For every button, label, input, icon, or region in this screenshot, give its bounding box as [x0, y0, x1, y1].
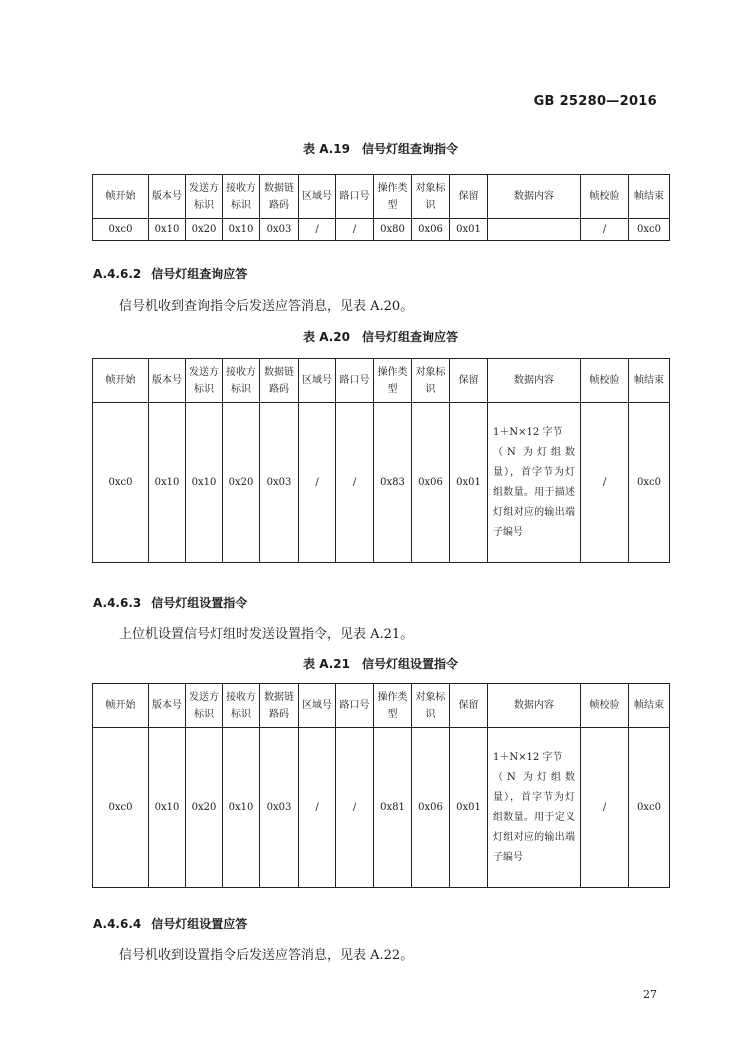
header-cell: 发送方标识: [186, 359, 223, 403]
paragraph-a4-6-3: 上位机设置信号灯组时发送设置指令，见表 A.21。: [119, 627, 414, 642]
table-cell: /: [581, 219, 629, 241]
paragraph-a4-6-2: 信号机收到查询指令后发送应答消息，见表 A.20。: [119, 299, 414, 314]
header-cell: 版本号: [149, 684, 186, 728]
header-cell: 操作类型: [374, 684, 412, 728]
table-cell: 0x10: [223, 728, 260, 888]
section-number: A.4.6.4: [93, 917, 142, 931]
table-row: [93, 219, 670, 241]
page-number: 27: [643, 988, 657, 1001]
header-cell: 帧结束: [629, 359, 670, 403]
data-content-cell: 1＋N×12 字节 （N 为灯组数量），首字节为灯组数量。用于描述灯组对应的输出端子编号: [488, 403, 581, 563]
table-cell: 0x03: [260, 219, 299, 241]
table-a19: [92, 174, 670, 241]
table-a20-caption: 表 A.20 信号灯组查询应答: [303, 330, 458, 344]
header-row: [93, 359, 670, 403]
table-cell: 0x06: [412, 403, 450, 563]
data-content-cell: [488, 219, 581, 241]
header-cell: 区域号: [299, 175, 336, 219]
table-cell: 0xc0: [629, 403, 670, 563]
header-cell: 数据内容: [488, 359, 581, 403]
header-cell: 保留: [450, 175, 488, 219]
header-cell: 保留: [450, 684, 488, 728]
table-cell: 0x20: [223, 403, 260, 563]
table-a21-caption: 表 A.21 信号灯组设置指令: [303, 657, 458, 671]
header-cell: 区域号: [299, 684, 336, 728]
table-row: [93, 728, 670, 888]
header-cell: 帧校验: [581, 359, 629, 403]
table-cell: 0x03: [260, 728, 299, 888]
table-cell: 0x01: [450, 219, 488, 241]
table-cell: /: [336, 403, 374, 563]
section-title: 信号灯组查询应答: [151, 267, 248, 281]
table-a19-caption: 表 A.19 信号灯组查询指令: [303, 142, 458, 156]
section-title: 信号灯组设置应答: [151, 917, 248, 931]
table-cell: /: [299, 403, 336, 563]
section-number: A.4.6.2: [93, 267, 142, 281]
header-cell: 版本号: [149, 359, 186, 403]
table-cell: /: [299, 219, 336, 241]
header-cell: 对象标识: [412, 175, 450, 219]
header-cell: 帧开始: [93, 359, 149, 403]
table-cell: /: [581, 728, 629, 888]
header-row: [93, 684, 670, 728]
table-cell: 0x06: [412, 728, 450, 888]
table-cell: 0x03: [260, 403, 299, 563]
table-cell: 0x81: [374, 728, 412, 888]
table-cell: 0x10: [149, 403, 186, 563]
header-cell: 数据内容: [488, 684, 581, 728]
table-cell: 0x10: [186, 403, 223, 563]
table-cell: /: [336, 219, 374, 241]
header-cell: 数据链路码: [260, 359, 299, 403]
table-cell: 0x80: [374, 219, 412, 241]
header-cell: 发送方标识: [186, 684, 223, 728]
header-cell: 对象标识: [412, 359, 450, 403]
header-cell: 接收方标识: [223, 175, 260, 219]
header-cell: 接收方标识: [223, 359, 260, 403]
section-heading-a4-6-4: [93, 915, 247, 932]
table-cell: 0x83: [374, 403, 412, 563]
table-row: [93, 403, 670, 563]
table-cell: 0xc0: [93, 219, 149, 241]
table-a20: [92, 358, 670, 563]
header-cell: 帧校验: [581, 684, 629, 728]
table-a21: [92, 683, 670, 888]
header-cell: 帧开始: [93, 684, 149, 728]
table-cell: 0x20: [186, 219, 223, 241]
header-cell: 保留: [450, 359, 488, 403]
table-cell: 0xc0: [629, 728, 670, 888]
data-content-cell: 1＋N×12 字节 （N 为灯组数量），首字节为灯组数量。用于定义灯组对应的输出端子编号: [488, 728, 581, 888]
table-cell: 0x01: [450, 728, 488, 888]
table-cell: 0x06: [412, 219, 450, 241]
section-title: 信号灯组设置指令: [151, 596, 248, 610]
header-row: [93, 175, 670, 219]
header-cell: 帧结束: [629, 175, 670, 219]
header-cell: 对象标识: [412, 684, 450, 728]
header-cell: 路口号: [336, 359, 374, 403]
header-cell: 数据链路码: [260, 684, 299, 728]
standard-number: GB 25280—2016: [533, 94, 657, 109]
header-cell: 帧校验: [581, 175, 629, 219]
header-cell: 路口号: [336, 684, 374, 728]
header-cell: 数据内容: [488, 175, 581, 219]
header-cell: 数据链路码: [260, 175, 299, 219]
section-number: A.4.6.3: [93, 596, 142, 610]
section-heading-a4-6-3: [93, 594, 247, 611]
table-cell: /: [581, 403, 629, 563]
header-cell: 区域号: [299, 359, 336, 403]
header-cell: 路口号: [336, 175, 374, 219]
header-cell: 帧开始: [93, 175, 149, 219]
table-cell: /: [299, 728, 336, 888]
table-cell: 0x10: [223, 219, 260, 241]
table-cell: 0xc0: [93, 403, 149, 563]
paragraph-a4-6-4: 信号机收到设置指令后发送应答消息，见表 A.22。: [119, 948, 414, 963]
table-cell: 0xc0: [93, 728, 149, 888]
header-cell: 接收方标识: [223, 684, 260, 728]
section-heading-a4-6-2: [93, 265, 247, 282]
table-cell: 0x01: [450, 403, 488, 563]
header-cell: 操作类型: [374, 359, 412, 403]
table-cell: 0x10: [149, 728, 186, 888]
header-cell: 帧结束: [629, 684, 670, 728]
header-cell: 发送方标识: [186, 175, 223, 219]
table-cell: 0xc0: [629, 219, 670, 241]
header-cell: 操作类型: [374, 175, 412, 219]
table-cell: 0x10: [149, 219, 186, 241]
table-cell: 0x20: [186, 728, 223, 888]
table-cell: /: [336, 728, 374, 888]
header-cell: 版本号: [149, 175, 186, 219]
